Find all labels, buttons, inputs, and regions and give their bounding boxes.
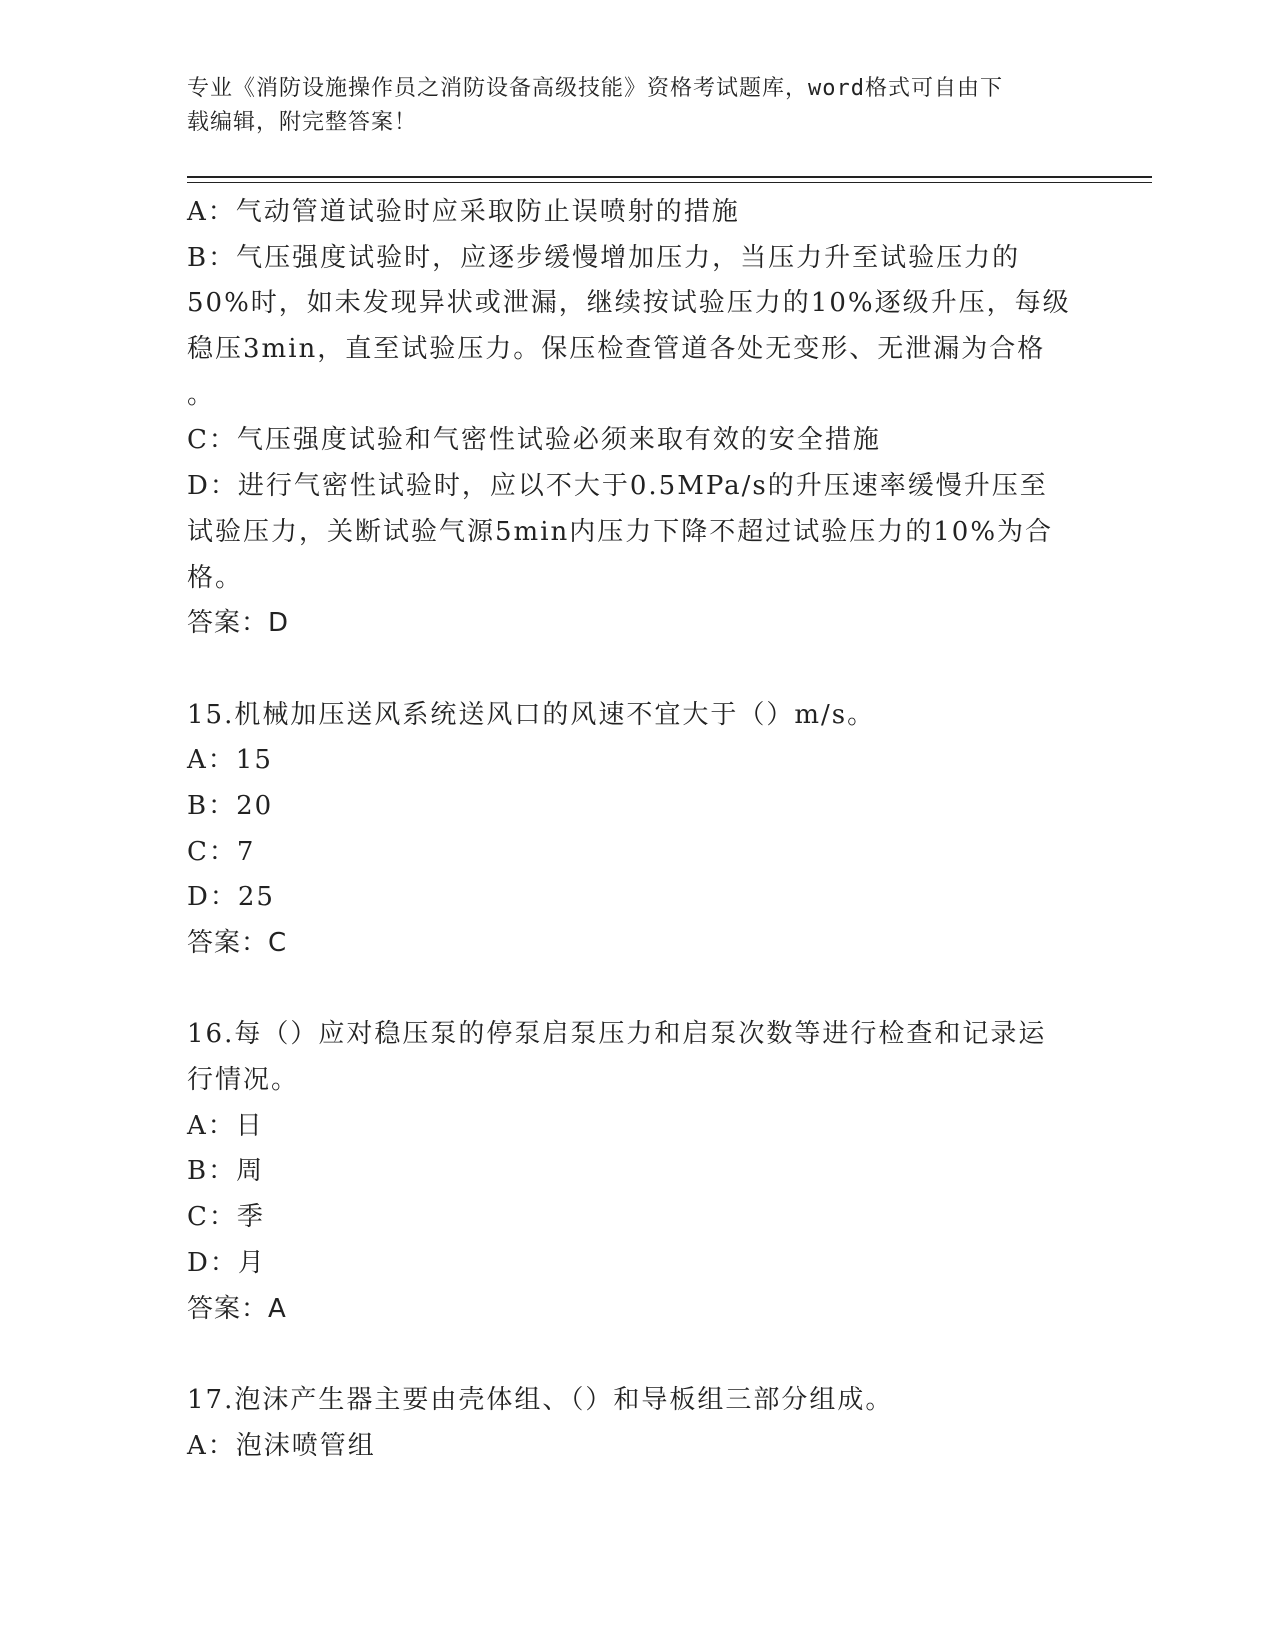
option-b-line-4: 。 [187, 379, 216, 410]
option-d-line-2: 试验压力，关断试验气源5min内压力下降不超过试验压力的10%为合 [187, 516, 1054, 547]
option-d-line-1: D：进行气密性试验时，应以不大于0.5MPa/s的升压速率缓慢升压至 [187, 471, 1048, 502]
option-b-line-1: B：气压强度试验时，应逐步缓慢增加压力，当压力升至试验压力的 [187, 242, 1021, 273]
question-block-17 [187, 1378, 1067, 1469]
question-text: 17.泡沫产生器主要由壳体组、（）和导板组三部分组成。 [187, 1384, 894, 1415]
option-b-line-3: 稳压3min，直至试验压力。保压检查管道各处无变形、无泄漏为合格 [187, 334, 1046, 365]
answer: 答案：A [187, 1293, 287, 1324]
question-block-16 [187, 1012, 1067, 1332]
option-d: D：25 [187, 882, 275, 913]
header-line-2: 载编辑，附完整答案！ [187, 110, 418, 135]
question-text-line-2: 行情况。 [187, 1065, 300, 1096]
question-block-15 [187, 693, 1067, 967]
document-header [187, 72, 1087, 140]
header-line-1: 专业《消防设施操作员之消防设备高级技能》资格考试题库，word格式可自由下 [187, 76, 1003, 101]
header-divider-thin [187, 182, 1152, 183]
option-c: C：7 [187, 836, 256, 867]
option-b: B：周 [187, 1156, 265, 1187]
question-list [187, 190, 1071, 1469]
question-text-line-1: 16.每（）应对稳压泵的停泵启泵压力和启泵次数等进行检查和记录运 [187, 1019, 1047, 1050]
header-divider-thick [187, 176, 1152, 178]
spacer [187, 967, 1067, 1013]
option-c: C：季 [187, 1202, 265, 1233]
option-a: A：气动管道试验时应采取防止误喷射的措施 [187, 197, 740, 227]
spacer [187, 1332, 1067, 1378]
question-text: 15.机械加压送风系统送风口的风速不宜大于（）m/s。 [187, 699, 876, 730]
option-a: A：日 [187, 1110, 264, 1141]
option-a: A：15 [187, 745, 273, 776]
answer: 答案：C [187, 928, 288, 958]
option-b-line-2: 50%时，如未发现异状或泄漏，继续按试验压力的10%逐级升压，每级 [187, 288, 1071, 319]
option-a: A：泡沫喷管组 [187, 1430, 376, 1461]
spacer [187, 647, 1067, 693]
option-b: B：20 [187, 790, 274, 821]
option-c: C：气压强度试验和气密性试验必须来取有效的安全措施 [187, 425, 881, 456]
answer: 答案：D [187, 608, 290, 639]
option-d: D：月 [187, 1247, 266, 1278]
question-block-previous [187, 190, 1071, 647]
option-d-line-3: 格。 [187, 562, 244, 593]
